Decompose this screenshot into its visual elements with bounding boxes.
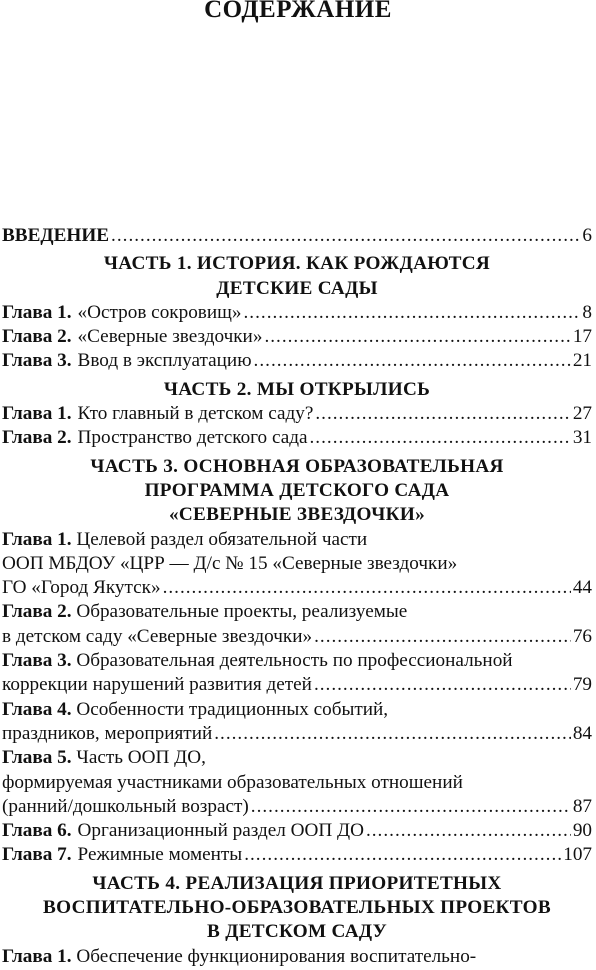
part-heading-3 — [2, 455, 592, 528]
chapter-title: коррекции нарушений развития детей — [2, 674, 312, 696]
toc-page-number: 76 — [572, 625, 592, 647]
chapter-label: Глава 4. — [2, 698, 72, 720]
toc-entry-line[interactable] — [2, 698, 592, 722]
toc-entry[interactable] — [2, 402, 592, 426]
toc-page-number: 79 — [572, 674, 592, 696]
toc-entry[interactable] — [2, 819, 592, 843]
dot-leader — [314, 625, 571, 649]
toc-entry[interactable] — [2, 349, 592, 373]
chapter-title: Режимные моменты — [77, 844, 243, 866]
toc-entry-line[interactable] — [2, 746, 592, 770]
toc-page-number: 27 — [572, 403, 592, 425]
toc-page-number: 87 — [572, 795, 592, 817]
chapter-label: Глава 3. — [2, 350, 72, 372]
table-of-contents — [2, 224, 592, 969]
chapter-label: Глава 1. — [2, 301, 72, 323]
chapter-title: Особенности традиционных событий, — [76, 698, 389, 720]
chapter-label: Глава 2. — [2, 427, 72, 449]
chapter-title: Обеспечение функционирования воспитательно- — [76, 945, 477, 967]
chapter-label: Глава 3. — [2, 650, 72, 672]
toc-page-number: 44 — [572, 577, 592, 599]
toc-entry-line[interactable] — [2, 528, 592, 552]
chapter-title: «Северные звездочки» — [77, 326, 263, 348]
chapter-title: Целевой раздел обязательной части — [76, 528, 368, 550]
toc-page-number: 84 — [572, 722, 592, 744]
chapter-title: в детском саду «Северные звездочки» — [2, 625, 313, 647]
toc-page-number: 90 — [572, 820, 592, 842]
toc-page-number: 31 — [572, 427, 592, 449]
toc-entry[interactable] — [2, 843, 592, 867]
part-heading-line: ПРОГРАММА ДЕТСКОГО САДА — [144, 479, 450, 501]
chapter-title: Образовательные проекты, реализуемые — [76, 601, 408, 623]
chapter-title: Кто главный в детском саду? — [77, 403, 314, 425]
part-heading-2 — [2, 378, 592, 402]
toc-entry[interactable] — [2, 722, 592, 746]
part-heading-line: В ДЕТСКОМ САДУ — [207, 921, 387, 943]
dot-leader — [314, 673, 571, 697]
toc-entry-text: ВВЕДЕНИЕ — [2, 225, 110, 246]
part-heading-line: «СЕВЕРНЫЕ ЗВЕЗДОЧКИ» — [169, 504, 425, 526]
toc-entry-line[interactable] — [2, 945, 592, 969]
toc-entry-line: ООП МБДОУ «ЦРР — Д/с № 15 «Северные звездочки» — [2, 552, 458, 574]
dot-leader — [251, 795, 571, 819]
part-heading-line: ДЕТСКИЕ САДЫ — [216, 277, 378, 299]
chapter-title: праздников, мероприятий — [2, 722, 213, 744]
chapter-title: (ранний/дошкольный возраст) — [2, 795, 249, 817]
part-heading-line: ЧАСТЬ 3. ОСНОВНАЯ ОБРАЗОВАТЕЛЬНАЯ — [90, 455, 504, 477]
chapter-title: Организационный раздел ООП ДО — [77, 820, 364, 842]
page-title: СОДЕРЖАНИЕ — [204, 0, 392, 23]
toc-entry[interactable] — [2, 795, 592, 819]
part-heading-1 — [2, 252, 592, 301]
dot-leader — [244, 843, 561, 867]
toc-page-number: 8 — [582, 301, 592, 323]
toc-page-number: 17 — [572, 326, 592, 348]
dot-leader — [214, 722, 571, 746]
chapter-label: Глава 2. — [2, 601, 72, 623]
toc-entry[interactable] — [2, 426, 592, 450]
dot-leader — [366, 819, 571, 843]
toc-entry-intro[interactable] — [2, 224, 592, 248]
toc-entry[interactable] — [2, 301, 592, 325]
chapter-title: Часть ООП ДО, — [76, 747, 206, 769]
toc-entry-line: формируемая участниками образовательных отношений — [2, 771, 463, 793]
dot-leader — [163, 576, 571, 600]
toc-entry-line[interactable] — [2, 649, 592, 673]
part-heading-4 — [2, 872, 592, 945]
chapter-title: Пространство детского сада — [77, 427, 308, 449]
part-heading-line: ЧАСТЬ 2. МЫ ОТКРЫЛИСЬ — [163, 378, 431, 400]
chapter-label: Глава 7. — [2, 844, 72, 866]
part-heading-line: ЧАСТЬ 4. РЕАЛИЗАЦИЯ ПРИОРИТЕТНЫХ — [92, 872, 502, 894]
dot-leader — [310, 426, 571, 450]
chapter-label: Глава 1. — [2, 945, 72, 967]
toc-entry[interactable] — [2, 673, 592, 697]
dot-leader — [315, 402, 570, 426]
toc-entry[interactable] — [2, 576, 592, 600]
chapter-title: ГО «Город Якутск» — [2, 577, 161, 599]
chapter-title: Ввод в эксплуатацию — [77, 350, 252, 372]
chapter-label: Глава 6. — [2, 820, 72, 842]
chapter-label: Глава 2. — [2, 326, 72, 348]
dot-leader — [254, 349, 571, 373]
toc-entry[interactable] — [2, 625, 592, 649]
part-heading-line: ВОСПИТАТЕЛЬНО-ОБРАЗОВАТЕЛЬНЫХ ПРОЕКТОВ — [43, 897, 551, 919]
chapter-label: Глава 1. — [2, 403, 72, 425]
dot-leader — [244, 301, 581, 325]
chapter-label: Глава 5. — [2, 747, 72, 769]
toc-entry[interactable] — [2, 325, 592, 349]
toc-page-number: 107 — [563, 844, 592, 866]
chapter-label: Глава 1. — [2, 528, 72, 550]
chapter-title: «Остров сокровищ» — [77, 301, 242, 323]
dot-leader — [111, 224, 580, 248]
chapter-title: Образовательная деятельность по профессиональной — [76, 650, 513, 672]
part-heading-line: ЧАСТЬ 1. ИСТОРИЯ. КАК РОЖДАЮТСЯ — [103, 253, 491, 275]
toc-entry-line[interactable] — [2, 600, 592, 624]
dot-leader — [264, 325, 570, 349]
toc-page-number: 6 — [582, 225, 592, 246]
toc-page-number: 21 — [572, 350, 592, 372]
